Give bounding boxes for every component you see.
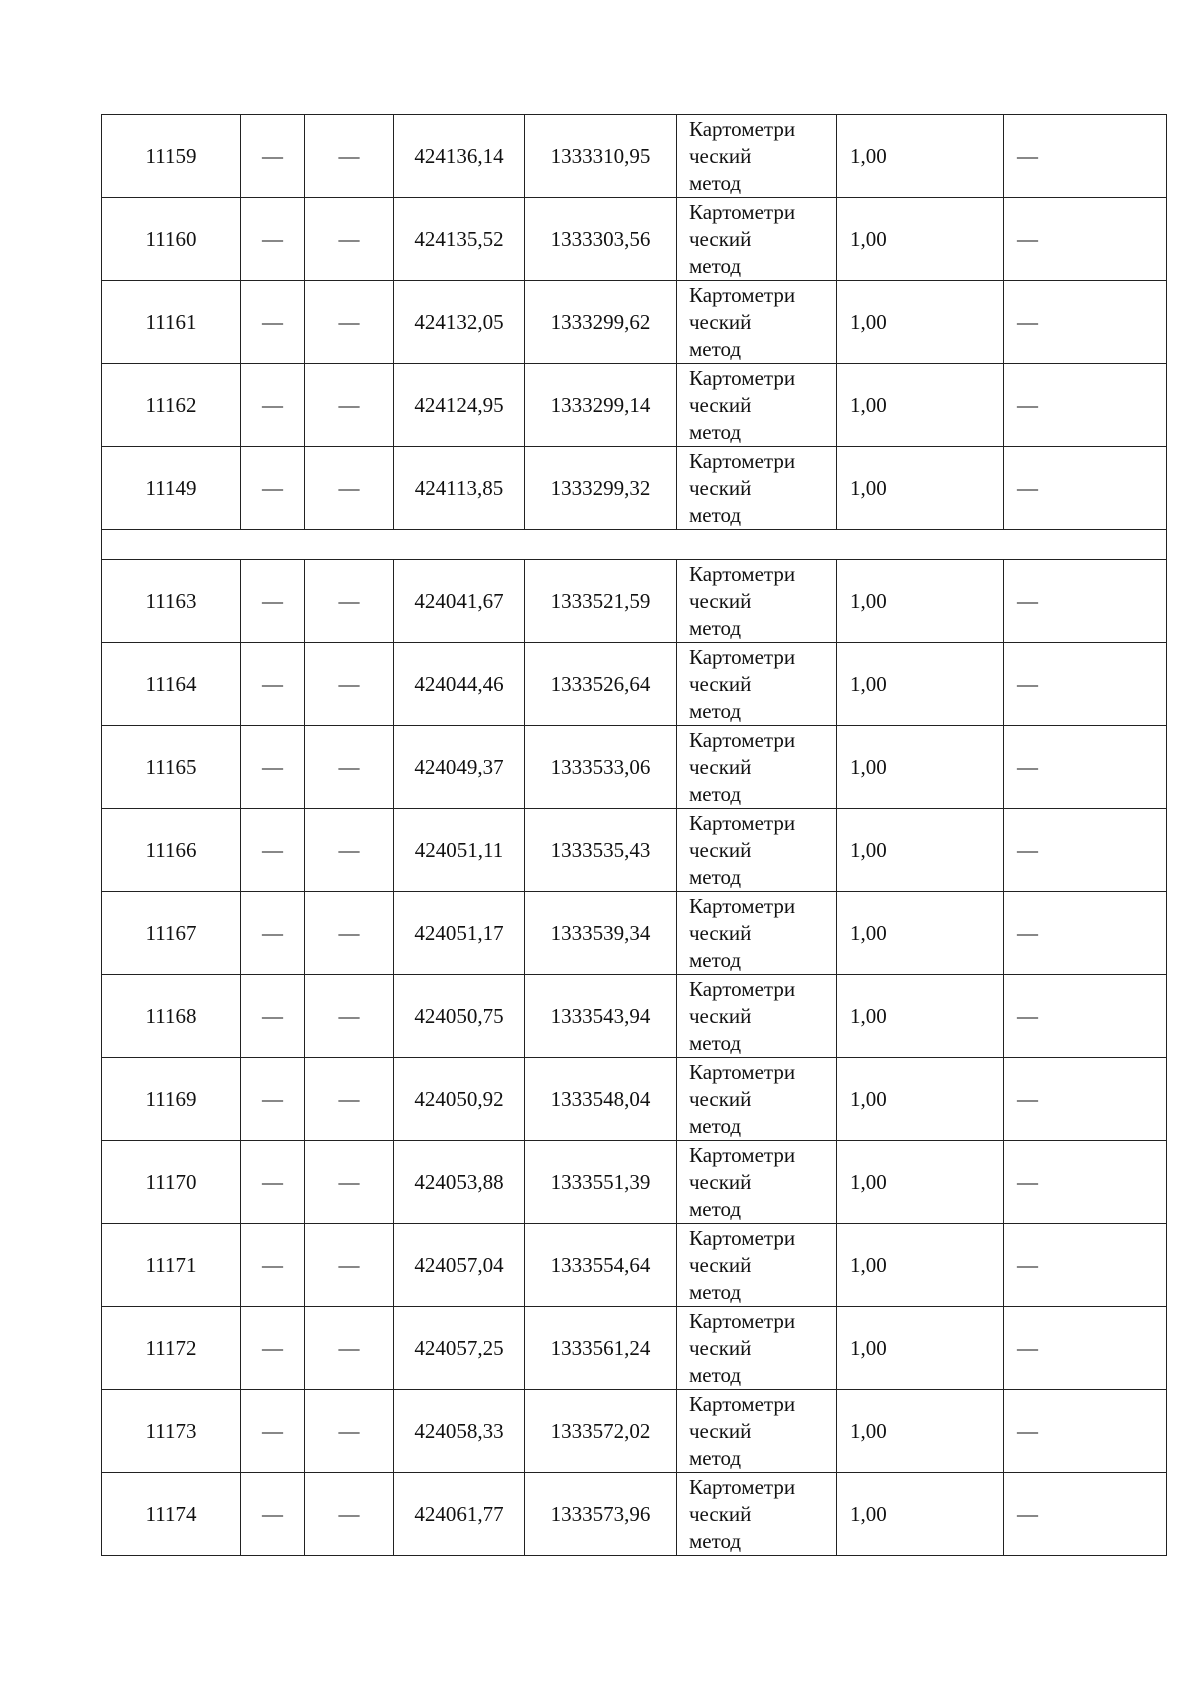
method-line: Картометри (689, 199, 796, 224)
method-cell (677, 809, 837, 892)
description-cell: — (1004, 1473, 1167, 1556)
description-cell: — (1004, 892, 1167, 975)
method-line: ческий (689, 1501, 752, 1526)
y-coordinate-cell: 1333535,43 (525, 809, 677, 892)
accuracy-cell: 1,00 (837, 726, 1004, 809)
method-cell (677, 975, 837, 1058)
x-coordinate-cell: 424113,85 (394, 447, 525, 530)
column-3-cell: — (305, 198, 394, 281)
method-cell (677, 1141, 837, 1224)
method-line: ческий (689, 1252, 752, 1277)
column-3-cell: — (305, 1058, 394, 1141)
method-cell (677, 1307, 837, 1390)
method-line: Картометри (689, 1474, 796, 1499)
x-coordinate-cell: 424050,75 (394, 975, 525, 1058)
y-coordinate-cell: 1333573,96 (525, 1473, 677, 1556)
description-cell: — (1004, 975, 1167, 1058)
accuracy-cell: 1,00 (837, 1058, 1004, 1141)
method-cell (677, 115, 837, 198)
description-cell: — (1004, 809, 1167, 892)
method-line: Картометри (689, 1391, 796, 1416)
column-2-cell: — (241, 560, 305, 643)
method-line: Картометри (689, 893, 796, 918)
column-2-cell: — (241, 1224, 305, 1307)
method-line: Картометри (689, 116, 796, 141)
accuracy-cell: 1,00 (837, 1473, 1004, 1556)
description-cell: — (1004, 447, 1167, 530)
method-line: ческий (689, 226, 752, 251)
y-coordinate-cell: 1333554,64 (525, 1224, 677, 1307)
method-line: ческий (689, 671, 752, 696)
method-cell (677, 560, 837, 643)
method-line: ческий (689, 309, 752, 334)
point-number-cell: 11164 (102, 643, 241, 726)
point-number-cell: 11162 (102, 364, 241, 447)
accuracy-cell: 1,00 (837, 115, 1004, 198)
method-cell (677, 1058, 837, 1141)
y-coordinate-cell: 1333299,62 (525, 281, 677, 364)
column-2-cell: — (241, 1307, 305, 1390)
point-number-cell: 11174 (102, 1473, 241, 1556)
column-3-cell: — (305, 560, 394, 643)
method-cell (677, 1473, 837, 1556)
column-3-cell: — (305, 643, 394, 726)
method-line: метод (689, 1030, 742, 1055)
column-3-cell: — (305, 1473, 394, 1556)
table-row (102, 809, 1167, 892)
point-number-cell: 11163 (102, 560, 241, 643)
method-line: ческий (689, 392, 752, 417)
method-line: метод (689, 1113, 742, 1138)
y-coordinate-cell: 1333539,34 (525, 892, 677, 975)
method-line: ческий (689, 920, 752, 945)
method-cell (677, 447, 837, 530)
table-row (102, 1224, 1167, 1307)
method-line: ческий (689, 588, 752, 613)
method-line: Картометри (689, 1225, 796, 1250)
column-2-cell: — (241, 892, 305, 975)
table-body (102, 115, 1167, 1556)
method-line: Картометри (689, 448, 796, 473)
description-cell: — (1004, 560, 1167, 643)
method-line: ческий (689, 1335, 752, 1360)
point-number-cell: 11170 (102, 1141, 241, 1224)
method-cell (677, 726, 837, 809)
method-line: метод (689, 170, 742, 195)
column-3-cell: — (305, 281, 394, 364)
x-coordinate-cell: 424135,52 (394, 198, 525, 281)
method-line: метод (689, 253, 742, 278)
description-cell: — (1004, 281, 1167, 364)
point-number-cell: 11160 (102, 198, 241, 281)
column-3-cell: — (305, 809, 394, 892)
method-line: метод (689, 1196, 742, 1221)
method-line: метод (689, 419, 742, 444)
table-row (102, 281, 1167, 364)
description-cell: — (1004, 364, 1167, 447)
x-coordinate-cell: 424058,33 (394, 1390, 525, 1473)
column-2-cell: — (241, 975, 305, 1058)
column-3-cell: — (305, 115, 394, 198)
description-cell: — (1004, 115, 1167, 198)
description-cell: — (1004, 1058, 1167, 1141)
y-coordinate-cell: 1333572,02 (525, 1390, 677, 1473)
method-line: метод (689, 781, 742, 806)
method-cell (677, 364, 837, 447)
table-row (102, 447, 1167, 530)
method-line: ческий (689, 1086, 752, 1111)
x-coordinate-cell: 424132,05 (394, 281, 525, 364)
x-coordinate-cell: 424041,67 (394, 560, 525, 643)
point-number-cell: 11173 (102, 1390, 241, 1473)
separator-cell (102, 530, 1167, 560)
point-number-cell: 11169 (102, 1058, 241, 1141)
method-line: метод (689, 1528, 742, 1553)
method-line: метод (689, 336, 742, 361)
column-2-cell: — (241, 281, 305, 364)
column-3-cell: — (305, 1141, 394, 1224)
column-2-cell: — (241, 1141, 305, 1224)
point-number-cell: 11159 (102, 115, 241, 198)
y-coordinate-cell: 1333548,04 (525, 1058, 677, 1141)
method-cell (677, 892, 837, 975)
table-row (102, 198, 1167, 281)
point-number-cell: 11165 (102, 726, 241, 809)
x-coordinate-cell: 424124,95 (394, 364, 525, 447)
x-coordinate-cell: 424057,25 (394, 1307, 525, 1390)
y-coordinate-cell: 1333533,06 (525, 726, 677, 809)
method-cell (677, 1224, 837, 1307)
method-line: ческий (689, 1003, 752, 1028)
method-line: ческий (689, 1169, 752, 1194)
x-coordinate-cell: 424051,17 (394, 892, 525, 975)
column-3-cell: — (305, 892, 394, 975)
accuracy-cell: 1,00 (837, 1141, 1004, 1224)
x-coordinate-cell: 424061,77 (394, 1473, 525, 1556)
x-coordinate-cell: 424044,46 (394, 643, 525, 726)
point-number-cell: 11168 (102, 975, 241, 1058)
table-row (102, 726, 1167, 809)
method-cell (677, 198, 837, 281)
y-coordinate-cell: 1333526,64 (525, 643, 677, 726)
point-number-cell: 11171 (102, 1224, 241, 1307)
y-coordinate-cell: 1333299,32 (525, 447, 677, 530)
method-line: Картометри (689, 561, 796, 586)
column-3-cell: — (305, 726, 394, 809)
column-2-cell: — (241, 726, 305, 809)
y-coordinate-cell: 1333310,95 (525, 115, 677, 198)
column-2-cell: — (241, 809, 305, 892)
x-coordinate-cell: 424051,11 (394, 809, 525, 892)
column-3-cell: — (305, 975, 394, 1058)
column-3-cell: — (305, 364, 394, 447)
table-row (102, 892, 1167, 975)
accuracy-cell: 1,00 (837, 809, 1004, 892)
table-row (102, 643, 1167, 726)
description-cell: — (1004, 1390, 1167, 1473)
accuracy-cell: 1,00 (837, 643, 1004, 726)
column-3-cell: — (305, 1390, 394, 1473)
description-cell: — (1004, 643, 1167, 726)
accuracy-cell: 1,00 (837, 1307, 1004, 1390)
column-3-cell: — (305, 1307, 394, 1390)
table-row (102, 1390, 1167, 1473)
description-cell: — (1004, 1224, 1167, 1307)
y-coordinate-cell: 1333551,39 (525, 1141, 677, 1224)
method-line: Картометри (689, 1142, 796, 1167)
method-cell (677, 1390, 837, 1473)
x-coordinate-cell: 424049,37 (394, 726, 525, 809)
accuracy-cell: 1,00 (837, 447, 1004, 530)
method-line: Картометри (689, 1308, 796, 1333)
table-row (102, 115, 1167, 198)
method-line: метод (689, 502, 742, 527)
y-coordinate-cell: 1333303,56 (525, 198, 677, 281)
point-number-cell: 11149 (102, 447, 241, 530)
y-coordinate-cell: 1333543,94 (525, 975, 677, 1058)
table-row (102, 560, 1167, 643)
column-2-cell: — (241, 198, 305, 281)
accuracy-cell: 1,00 (837, 560, 1004, 643)
y-coordinate-cell: 1333521,59 (525, 560, 677, 643)
description-cell: — (1004, 726, 1167, 809)
column-2-cell: — (241, 115, 305, 198)
point-number-cell: 11161 (102, 281, 241, 364)
point-number-cell: 11167 (102, 892, 241, 975)
method-line: Картометри (689, 644, 796, 669)
method-line: ческий (689, 143, 752, 168)
separator-row (102, 530, 1167, 560)
accuracy-cell: 1,00 (837, 364, 1004, 447)
method-line: метод (689, 947, 742, 972)
x-coordinate-cell: 424050,92 (394, 1058, 525, 1141)
table-row (102, 1141, 1167, 1224)
point-number-cell: 11172 (102, 1307, 241, 1390)
column-2-cell: — (241, 1390, 305, 1473)
y-coordinate-cell: 1333299,14 (525, 364, 677, 447)
table-row (102, 1058, 1167, 1141)
method-line: ческий (689, 837, 752, 862)
accuracy-cell: 1,00 (837, 281, 1004, 364)
description-cell: — (1004, 1141, 1167, 1224)
method-line: метод (689, 698, 742, 723)
table-row (102, 1473, 1167, 1556)
method-line: Картометри (689, 1059, 796, 1084)
column-2-cell: — (241, 447, 305, 530)
table-row (102, 364, 1167, 447)
column-3-cell: — (305, 1224, 394, 1307)
table-row (102, 975, 1167, 1058)
method-line: Картометри (689, 282, 796, 307)
accuracy-cell: 1,00 (837, 975, 1004, 1058)
method-line: Картометри (689, 365, 796, 390)
method-line: Картометри (689, 727, 796, 752)
point-number-cell: 11166 (102, 809, 241, 892)
y-coordinate-cell: 1333561,24 (525, 1307, 677, 1390)
method-cell (677, 281, 837, 364)
method-line: Картометри (689, 976, 796, 1001)
description-cell: — (1004, 1307, 1167, 1390)
method-line: Картометри (689, 810, 796, 835)
column-2-cell: — (241, 364, 305, 447)
method-line: метод (689, 864, 742, 889)
x-coordinate-cell: 424136,14 (394, 115, 525, 198)
method-line: ческий (689, 475, 752, 500)
table-row (102, 1307, 1167, 1390)
x-coordinate-cell: 424053,88 (394, 1141, 525, 1224)
column-2-cell: — (241, 1473, 305, 1556)
method-line: ческий (689, 1418, 752, 1443)
method-cell (677, 643, 837, 726)
x-coordinate-cell: 424057,04 (394, 1224, 525, 1307)
method-line: метод (689, 615, 742, 640)
method-line: метод (689, 1445, 742, 1470)
column-3-cell: — (305, 447, 394, 530)
accuracy-cell: 1,00 (837, 1390, 1004, 1473)
coordinates-table (101, 114, 1167, 1556)
method-line: метод (689, 1362, 742, 1387)
accuracy-cell: 1,00 (837, 1224, 1004, 1307)
accuracy-cell: 1,00 (837, 198, 1004, 281)
method-line: метод (689, 1279, 742, 1304)
accuracy-cell: 1,00 (837, 892, 1004, 975)
description-cell: — (1004, 198, 1167, 281)
column-2-cell: — (241, 643, 305, 726)
method-line: ческий (689, 754, 752, 779)
column-2-cell: — (241, 1058, 305, 1141)
